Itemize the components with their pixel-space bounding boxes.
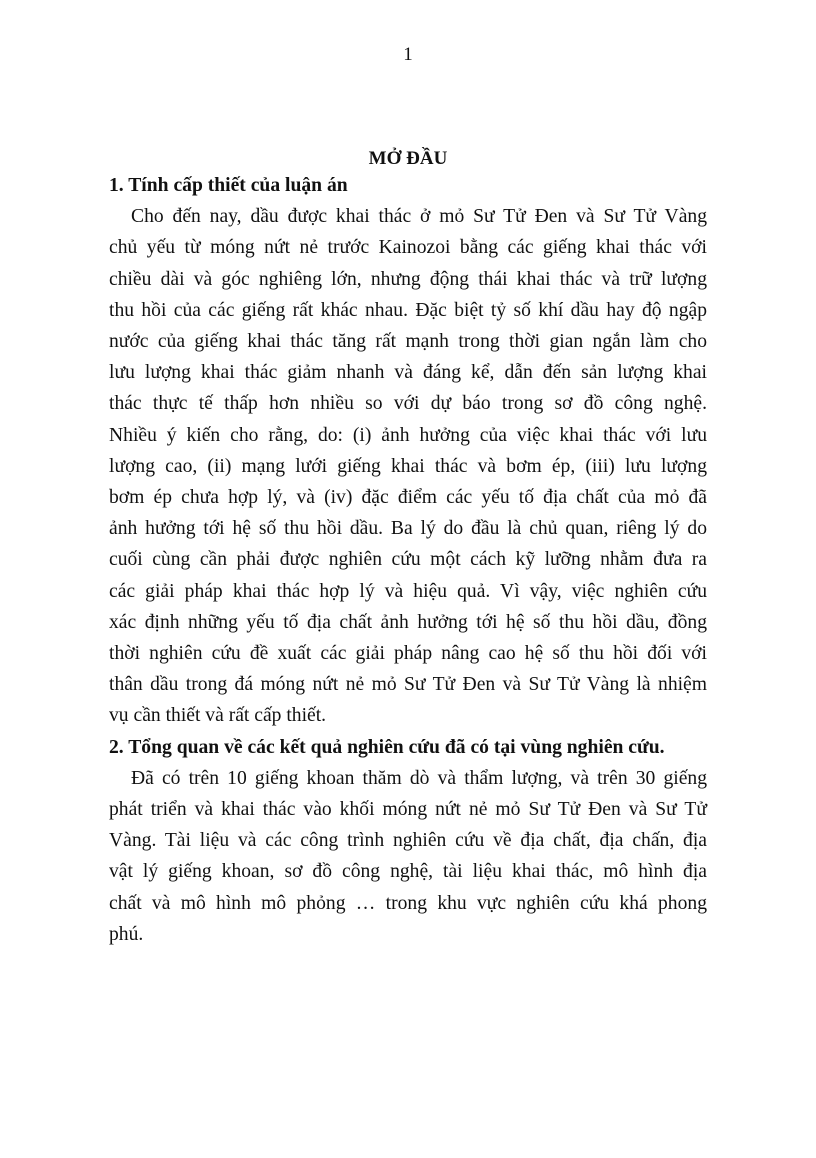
text-line: chất và mô hình mô phỏng … trong khu vực nghiên cứu khá phong [109,892,707,914]
document-body [109,170,707,950]
text-line: chủ yếu từ móng nứt nẻ trước Kainozoi bằng các giếng khai thác với [109,237,707,259]
page-number: 1 [403,44,413,65]
text-line: lưu lượng khai thác giảm nhanh và đáng kể, dẫn đến sản lượng khai [109,362,707,384]
text-line: thu hồi của các giếng rất khác nhau. Đặc biệt tỷ số khí dầu hay độ ngập [109,299,707,321]
text-line: phú. [109,923,144,945]
text-line: Nhiều ý kiến cho rằng, do: (i) ảnh hưởng của việc khai thác với lưu [109,424,707,446]
text-line: thác thực tế thấp hơn nhiều so với dự báo trong sơ đồ công nghệ. [109,393,707,415]
text-line: bơm ép chưa hợp lý, và (iv) đặc điểm các yếu tố địa chất của mỏ đã [109,487,707,509]
text-line: Cho đến nay, dầu được khai thác ở mỏ Sư Tử Đen và Sư Tử Vàng [131,206,707,228]
text-line: Vàng. Tài liệu và các công trình nghiên cứu về địa chất, địa chấn, địa [109,830,707,852]
text-line: xác định những yếu tố địa chất ảnh hưởng tới hệ số thu hồi dầu, đồng [109,611,707,633]
text-line: vật lý giếng khoan, sơ đồ công nghệ, tài liệu khai thác, mô hình địa [109,861,707,883]
section-heading-1: 1. Tính cấp thiết của luận án [109,175,348,196]
chapter-title: MỞ ĐẦU [368,148,448,169]
section-2-paragraph [109,763,707,950]
text-line: nước của giếng khai thác tăng rất mạnh trong thời gian ngắn làm cho [109,331,707,353]
text-line: cuối cùng cần phải được nghiên cứu một cách kỹ lưỡng nhằm đưa ra [109,549,707,571]
text-line: phát triển và khai thác vào khối móng nứt nẻ mỏ Sư Tử Đen và Sư Tử [109,799,707,821]
text-line: vụ cần thiết và rất cấp thiết. [109,705,327,727]
text-line: thân dầu trong đá móng nứt nẻ mỏ Sư Tử Đen và Sư Tử Vàng là nhiệm [109,674,707,696]
text-line: Đã có trên 10 giếng khoan thăm dò và thẩm lượng, và trên 30 giếng [131,767,707,789]
text-line: lượng cao, (ii) mạng lưới giếng khai thác và bơm ép, (iii) lưu lượng [109,455,707,477]
text-line: các giải pháp khai thác hợp lý và hiệu quả. Vì vậy, việc nghiên cứu [109,580,707,602]
text-line: ảnh hưởng tới hệ số thu hồi dầu. Ba lý do đầu là chủ quan, riêng lý do [109,518,707,540]
section-1-paragraph [109,201,707,731]
text-line: chiều dài và góc nghiêng lớn, nhưng động thái khai thác và trữ lượng [109,268,707,290]
section-heading-2: 2. Tổng quan về các kết quả nghiên cứu đã có tại vùng nghiên cứu. [109,736,665,758]
text-line: thời nghiên cứu đề xuất các giải pháp nâng cao hệ số thu hồi đối với [109,643,707,665]
